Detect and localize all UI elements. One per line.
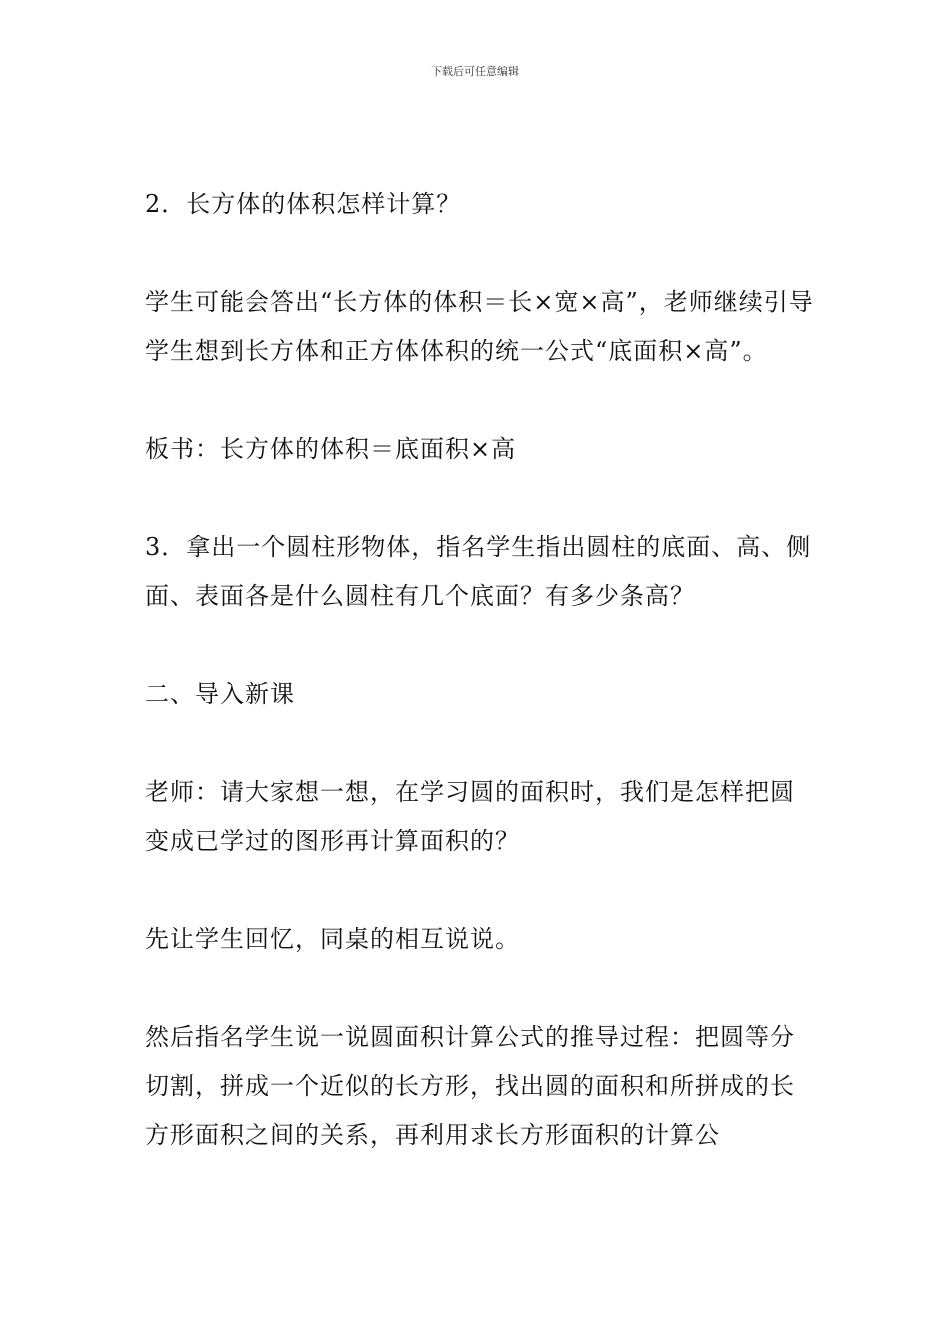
derivation-paragraph: 然后指名学生说一说圆面积计算公式的推导过程：把圆等分切割，拼成一个近似的长方形，找出圆的面积和所拼成的长方形面积之间的关系，再利用求长方形面积的计算公 xyxy=(145,1023,795,1149)
question-3: 3．拿出一个圆柱形物体，指名学生指出圆柱的底面、高、侧面、表面各是什么圆柱有几个底面？有多少条高？ xyxy=(145,533,812,610)
section-heading-new-lesson: 二、导入新课 xyxy=(145,680,295,708)
question-2: 2．长方体的体积怎样计算？ xyxy=(145,190,462,218)
student-answer-paragraph: 学生可能会答出“长方体的体积＝长×宽×高”，老师继续引导学生想到长方体和正方体体积的统一公式“底面积×高”。 xyxy=(145,288,814,365)
teacher-prompt: 老师：请大家想一想，在学习圆的面积时，我们是怎样把圆变成已学过的图形再计算面积的？ xyxy=(145,778,795,855)
document-body xyxy=(145,180,817,1160)
blackboard-note: 板书：长方体的体积＝底面积×高 xyxy=(145,435,517,463)
page-header: 下载后可任意编辑 xyxy=(431,65,519,78)
recall-instruction: 先让学生回忆，同桌的相互说说。 xyxy=(145,925,520,953)
